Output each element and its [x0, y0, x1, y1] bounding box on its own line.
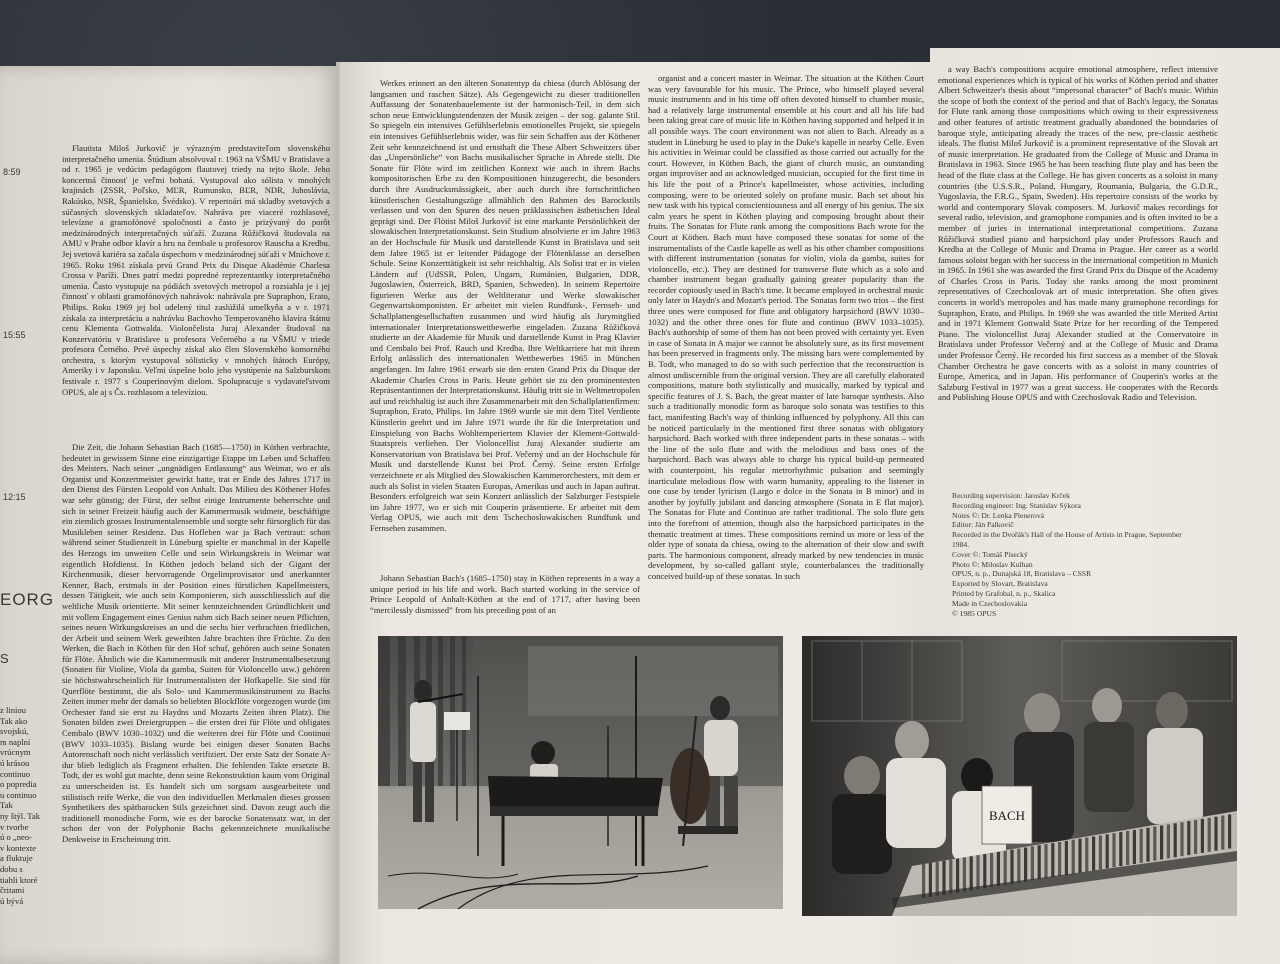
console-channel-strip [949, 860, 952, 894]
credit-line: OPUS, n. p., Dunajská 18, Bratislava – CSSR [952, 569, 1092, 579]
console-channel-strip [1221, 816, 1224, 850]
edge-word: ú bývá [0, 895, 24, 906]
german-text-left: Die Zeit, die Johann Sebastian Bach (1685—1750) in Köthen verbrachte, bedeutet in gewissem Sinne eine einzigartige Etappe im Leben und Schaffen des Meisters. Nach seiner „ungnädigen Entlassung“ aus Weimar, wo er als Organist und Konzertmeister gewirkt hatte, trat er Ende des Jahres 1717 in den Dienst des Fürsten Leopold von Anhalt. Das Milieu des Köthener Hofes war sehr günstig; der Fürst, der selbst einige Instrumente beherrschte und sich in seiner Freizeit häufig auch der Kammermusik widmete, beschäftigte ein ziemlich grosses Instrumentalensemble und sorgte sehr fürsorglich für das Musikleben seiner Residenz. Das Hofleben war ja Bach vertraut: schon während seiner Studienzeit in Lüneburg spielte er manchmal in der Kapelle des Herzogs im unweiten Celle und sein Wirkungskreis in Weimar war eigentlich Hofdienst. In Köthen jedoch beland sich der Gigant der Kirchenmusik, dieser hervorragende Orgelimprovisator und anerkannter Kenner, Bach, erstmals in der Position eines fürstlichen Kapellmeisters, dessen Tätigkeit, wie auch sein Komponieren, sich ausschliesslich auf die weltliche Musik orientierte. Mit seiner kennzeichnenden Gründlichkeit und mit vollem Engagement eines Genius nahm sich Bach seiner neuen Pflichten, seines neuen Wirkungskreises an und die sechs hier verbrachten friedlichen, der Arbeit und seinem Werk geweihten Jahre brachten ihre Früchte. Zu den Werken, die Bach in Köthen für den Hof schuf, gehören auch seine Sonaten für Flöte. Ähnlich wie die Kammermusik mit anderer Instrumentalbesetzung (Sonaten für Violine, Viola da gamba, Suiten für Violoncello usw.) gehören sie höchstwahrscheinlich für Instrumentalisten der Hofkapelle. Sie sind für Querflöte bestimmt, die als Solo- und Kammermusikinstrument zu Bachs Zeiten immer mehr der damals so beliebten Blockflöte vorgezogen wurde (im Orchester fand sie erst zu Haydns und Mozarts Zeiten ihren Platz). Die Sonaten bilden zwei Dreiergruppen – die ersten drei für Flöte und obligates Cembalo (BWV 1030–1032) und die weiteren drei für Flöte und Continuo (BWV 1033–1035). Bislang wurde bei einigen dieser Sonaten Bachs Autorenschaft noch nicht verlässlich verifiziert. Der erste Satz der Sonate A-dur blieb lediglich als Fragment erhalten. Die fehlenden Takte ersetzte B. Todt, der es wohl gut machte, denn seine Rekonstruktion kaum vom Original zu unterscheiden ist. Es handelt sich um sorgsam ausgearbeitete und stilistisch reife Werke, die von den individuellen Merkmalen dieses grossen Synthetikers des spätbarocken Stils gezeichnet sind. Davon zeugt auch die traditionell monodische Form, wie es der barocke Sonatensatz war, in der schon der von der Polyphonie Bachs gekennzeichnete musikalische Denkweise in Erscheinung tritt. [62, 442, 330, 844]
console-channel-strip [1208, 818, 1211, 852]
credit-line: Recording engineer: Ing. Stanislav Sýkora [952, 500, 1081, 510]
console-channel-strip [1106, 834, 1109, 868]
credit-line: Recording supervision: Jaroslav Krček [952, 491, 1070, 500]
console-channel-strip [1126, 831, 1129, 865]
time-2: 15:55 [3, 330, 26, 340]
side-fragment-1: EORG [0, 590, 55, 609]
console-channel-strip [1201, 819, 1204, 853]
console-channel-strip [990, 853, 993, 887]
console-channel-strip [1065, 841, 1068, 875]
credit-line: Editor: Ján Palkovič [952, 520, 1014, 530]
console-channel-strip [1228, 815, 1231, 849]
edge-word: ú krásou [0, 758, 30, 768]
edge-word: v kontexte [0, 842, 37, 853]
credit-line: Printed by Grafobal, n. p., Skalica [952, 588, 1056, 598]
recording-session-image [378, 636, 783, 909]
photo-control-room [802, 636, 1237, 916]
edge-word: o popredia [0, 779, 37, 790]
console-channel-strip [983, 854, 986, 888]
console-channel-strip [1031, 846, 1034, 880]
time-1: 8:59 [3, 167, 21, 177]
console-channel-strip [956, 859, 959, 893]
console-channel-strip [1119, 832, 1122, 866]
edge-word: ú o „neo- [0, 832, 32, 843]
edge-word: continuo [0, 768, 31, 779]
console-channel-strip [1112, 833, 1115, 867]
console-channel-strip [1010, 850, 1013, 884]
time-3: 12:15 [3, 492, 26, 502]
bach-sleeve-text: BACH [988, 808, 1026, 823]
console-channel-strip [922, 864, 925, 898]
edge-word: z liniou [0, 705, 27, 715]
credit-line: Recorded in the Dvořák's Hall of the House of Artists in Prague, September [952, 530, 1182, 540]
console-channel-strip [1038, 845, 1041, 879]
console-channel-strip [976, 855, 979, 889]
credit-line: 1984. [952, 539, 970, 549]
console-channel-strip [1174, 823, 1177, 857]
edge-word: Tak ako [0, 715, 28, 726]
credit-line: Made in Czechoslovakia [952, 598, 1028, 608]
console-channel-strip [1180, 822, 1183, 856]
edge-word: tiahli ktoré [0, 874, 38, 885]
console-channel-strip [963, 857, 966, 891]
slovak-text: Flautista Miloš Jurkovič je výrazným predstaviteľom slovenského interpretačného umenia. Štúdium absolvoval r. 1963 na VŠMU v Bratislave a od r. 1965 je vedúcim pedagógom flautovej triedy na tejto škole. Jeho koncertná činnosť je veľmi bohatá. Vystupoval ako sólista v mnohých krajinách (ZSSR, Poľsko, MĽR, Rumunsko, BĽR, NDR, Juhoslávia, Rakúsko, NSR, Španielsko, Švédsko). V repertoári má skladby svetových a súčasných slovenských skladateľov. Nahráva pre viaceré rozhlasové, televízne a gramofónové spoločnosti a často je prizývaný do porôt medzinárodných interpretačných súťaží. Zuzana Růžičková študovala na AMU v Prahe odbor klavír a hru na čembale u profesorov Rauscha a Kredbu. Jej svetová kariéra sa začala úspechom v medzinárodnej súťaži v Mníchove r. 1965. Roku 1961 získala prvú Grand Prix du Disque Akadémie Charlesa Crossa v Paríži. Dnes patrí medzi popredné reprezentantky interpretačného umenia. Často vystupuje na pódiách svetových metropol a rozsiahla je i jej činnosť v oblasti gramofónových nahrávok: nahrávala pre Supraphon, Erato, Philips. Roku 1969 jej bol udelený titul zaslúžilá umelkyňa a v r. 1971 získala za interpretáciu a nahrávku Bachovho Temperovaného klavíra štátnu cenu Klementa Gottwalda. Violončelista Juraj Alexander študoval na Konzervatóriu v Bratislave u profesora Večerného a na VŠMU v triede profesora Černého. Prvé úspechy získal ako člen Slovenského komorného orchestra, s ktorým vystupoval sólisticky v mnohých štátoch Európy, Ameriky i v Japonsku. Veľmi úspešne bolo jeho vystúpenie na Salzburskom festivale r. 1977 s Couperinovým dielom. Spolupracuje s vydavateľstvom OPUS, ale aj s Čs. rozhlasom a televíziou. [62, 143, 330, 397]
edge-word: Tak [0, 800, 13, 811]
credits [952, 491, 1182, 618]
console-channel-strip [1078, 839, 1081, 873]
console-channel-strip [1133, 830, 1136, 864]
console-channel-strip [970, 856, 973, 890]
edge-word: svojskú, [0, 726, 29, 737]
console-channel-strip [1044, 844, 1047, 878]
credit-line: Notes ©: Dr. Lenka Plenerová [952, 510, 1045, 520]
photo-recording-session [378, 636, 783, 909]
edge-word: dobu s [0, 864, 23, 874]
edge-word: a fluktuje [0, 853, 33, 864]
english-text-middle: organist and a concert master in Weimar. The situation at the Köthen Court was very favourable for his music. The Prince, who himself played several music instruments and in his time off often devoted himself to chamber music, had a relatively large instrumental ensemble at his court and all his life had been taking great care of music life in Köthen having supported and helped it in all possible ways. The court environment was not alien to Bach. Already as a student in Lüneburg he used to play in the Duke's kapelle in nearby Celle. Even his activities in Weimar could be classified as those carried out actually for the court. However, in Köthen Bach, the giant of church music, an outstanding organ improviser and an acknowledged musician, occupied for the first time in his life the post of a Prince's kapellmeister, whose activities, including composing, were to be oriented solely on profane music. Bach set about his new task with his typical conscientiousness and all energy of his genius. The six calm years he spent in Köthen playing and composing brought about their fruits. The Sonatas for Flute rank among the compositions Bach wrote for the Court at Köthen. Bach must have composed these sonatas for some of the instrumentalists of the Castle kapelle as well as his other chamber compositions with different instrumentation (sonatas for violin, viola da gamba, suites for violoncello, etc.). They are destined for transverse flute which as a solo and chamber instrument began gradually gaining greater popularity than the recorder copiously used in Bach's time. It became employed in orchestral music only later in Haydn's and Mozart's period. The Sonatas form two trios – the first three ones were composed for flute and obligatory harpsichord (BWV 1030–1032) and the other three ones for flute and continuo (BWV 1033–1035). Bach's authorship of some of them has not been proved with certainty yet. Even in case of Sonata in A major we cannot be absolutely sure, as its first movement has been preserved in fragments only. The missing bars were complemented by B. Todt, who managed to do so with such perfection that the reconstruction is almost undiscernible from the original version. They are all carefully elaborated compositions, mature both stylistically and musically, marked by typical and specific features of J. S. Bach, the great master of late baroque synthesis. Also such a traditionally monodic form as baroque solo sonata was testifies to this fact, manifesting Bach's way of thinking influenced by polyphony. All this can be noticed particularly in the mentioned first three sonatas with obligatory harpsichord. Bach worked with three independent parts in these sonatas – with the line of the solo flute and with the melodious and bass ones of the harpsichord. Bach was always able to charge his typical build-up permeated with counterpoint, his regular metrorhythmic pulsation and seemingly inarticulate melodious flow with warm humanity, appealing to the listener in one case by tender lyricism (Largo e dolce in the Sonata in B minor) and in another by joyfully jubilant and dancing atmosphere (Sonata in E flat major). The Sonatas for Flute and Continuo are rather traditional. The solo flute gets into the forefront of attention, though also the harpsichord participates in the thematic treatment at times. These compositions remind us more or less of the older type of sonata da chiesa, owing to the alternation of their slow and swift parts. The harmonious component, already marked by new tendencies in music development, by so-called gallant style, counterbalances the traditionally conceived build-up of these sonatas. In such [648, 73, 924, 581]
console-channel-strip [1085, 838, 1088, 872]
console-channel-strip [1160, 826, 1163, 860]
edge-word: m naplní [0, 736, 31, 747]
edge-word: u continuo [0, 789, 37, 800]
english-text-intro: Johann Sebastian Bach's (1685–1750) stay in Köthen represents in a way a unique period in his life and work. Bach started working in the service of Prince Leopold of Anhalt-Köthen at the end of 1717, after having been “mercilessly dismissed” from his preceding post of an [370, 573, 640, 615]
credit-line: © 1985 OPUS [952, 608, 997, 618]
credit-line: Photo ©: Miloslav Kulhan [952, 559, 1033, 569]
console-channel-strip [1017, 849, 1020, 883]
console-channel-strip [942, 861, 945, 895]
console-channel-strip [997, 852, 1000, 886]
console-channel-strip [1051, 843, 1054, 877]
german-text-middle: Werkes erinnert an den älteren Sonatentyp da chiesa (durch Ablösung der langsamen und raschen Sätze). Als Gegengewicht zu dieser traditionellen Auffassung der Sonatenbauelemente ist der harmonisch-Teil, in dem sich schon neue Entwicklungstendenzen der Musik zeigen – der sog. galante Stil. So spiegeln ein intensives Gefühlserlebnis emotionelles Projekt, sie spiegeln ein intensives Gefühlserlebnis wider, was für sein Schaffen aus der Köthener Zeit sehr kennzeichnend ist und ernsthaft die These Albert Schweitzers über das „Unpersönliche“ von Bachs musikalischer Sprache in Abrede stellt. Die Sonate für Flöte wird im zeitlichen Kontext wie auch in ihrem Bachs kompositorischen Erbe zu den Kompositionen hinzugerecht, die besonders durch ihre Ausdrucksmässigkeit, aber auch durch ihre fortschrittlichen künstlerischen Gestaltungszüge allmählich den Rahmen des Barockstils verlassen und von den Spuren des neuen präklassischen ästhetischen Ideal geprägt sind. Der Flötist Miloš Jurkovič ist eine markante Persönlichkeit der slowakischen Interpretationskunst. Sein Studium absolvierte er im Jahre 1963 an der Hochschule für Musik und darstellende Kunst in Bratislava und seit dem Jahre 1965 ist er leitender Pädagoge der Flötenklasse an derselben Schule. Seine Konzerttätigkeit ist sehr reichhaltig. Als Solist trat er in vielen Ländern auf (UdSSR, Polen, Ungarn, Rumänien, Bulgarien, DDR, Jugoslawien, Österreich, BRD, Spanien, Schweden). In seinem Repertoire figurieren Werke aus der Weltliteratur und Werke slowakischer Gegenwartskomponisten. Er arbeitet mit vielen Rundfunk-, Fernseh- und Schallplattengesellschaften zusammen und wird häufig als Jurymitglied internationaler Interpretationswettbewerbe eingeladen. Zuzana Růžičková studierte an der Akademie für Musik und darstellende Kunst in Prag Klavier und Cembalo bei Prof. Rauch und Kredba. Ihre Weltkarriere hat mit ihrem Erfolg anlässlich des internationalen Wettbewerbes 1965 in München angefangen. Im Jahre 1961 erwarb sie den ersten Grand Prix du Disque der Akademie Charles Cross in Paris. Heute gehört sie zu den prominentesten Repräsentantinnen der Interpretationskunst. Häufig tritt sie in Weltmetropolen auf und reichhaltig ist auch ihre Zusammenarbeit mit den Schallplattenfirmen: Supraphon, Erato, Philips. Im Jahre 1969 wurde sie mit dem Titel Verdiente Künstlerin geehrt und im Jahre 1971 wurde ihr für die Interpretation und Einspielung von Bachs Wohltemperiertem Klavier der Klement-Gottwald-Staatspreis verliehen. Der Violoncellist Juraj Alexander studierte am Konservatorium von Bratislava bei Prof. Večerný und an der Hochschule für Musik und darstellende Kunst bei Prof. Černý. Seine ersten Erfolge verzeichnete er als Mitglied des Slowakischen Kammerorchesters, mit dem er auch als Solist in vielen Staaten Europas, Amerikas und auch in Japan auftrat. Besonders erfolgreich war sein Konzert anlässlich der Salzburger Festspiele im Jahre 1977, wo er sich mit Couperin präsentierte. Er arbeitet mit dem Verlag OPUS, wie auch mit dem Tschechoslowakischen Rundfunk und Fernsehen zusammen. [370, 78, 640, 533]
english-text-right: a way Bach's compositions acquire emotional atmosphere, reflect intensive emotional experiences which is typical of his works of Köthen period and shatter Albert Schweitzer's thesis about “impersonal character” of Bach's music. Within the scope of both the context of the period and that of Bach's legacy, the Sonatas for Flute rank among those compositions which owing to their expressiveness and other features of artistic treatment gradually abandoned the boundaries of baroque style, anticipating already the traces of the new, pre-classic aesthetic ideals. The flutist Miloš Jurkovič is a prominent representative of the Slovak art of music interpretation. He graduated from the College of Music and Drama in Bratislava in 1963. Since 1965 he has been teaching flute play and has been the head of the flute class at the College. He has given concerts as a soloist in many countries (the U.S.S.R., Poland, Hungary, Roumania, Bulgaria, the G.D.R., Yugoslavia, the F.R.G., Spain, Sweden). His repertoire consists of the works by world and contemporary Slovak composers. M. Jurkovič makes recordings for several radio, television, and gramophone companies and is often invited to be a member of juries in international interpretational competitions. Zuzana Růžičková studied piano and harpsichord play under Professors Rauch and Kredba at the College of Music and Drama in Prague. Her career as a world famous soloist began with her success in the international competition in Munich in 1965. In 1961 she was awarded the first Grand Prix du Disque of the Academy of Charles Cross in Paris. Today she ranks among the most prominent representatives of Czechoslovak art of music interpretation. She often gives concerts in world's metropoles and has made many gramophone recordings for Supraphon, Erato, and Philips. In 1969 she was awarded the title Merited Artist and in 1971 Klement Gottwald State Prize for her recording of the Tempered Piano. The violoncellist Juraj Alexander studied at the Conservatoire in Bratislava under Professor Večerný and at the College of Music and Drama under Professor Černý. He recorded his first success as a member of the Slovak Chamber Orchestra he gave concerts with as a soloist in many countries of Europe, America, and in Japan. His performance of Couperin's works at the Salzburg Festival in 1977 was a great success. He cooperates with the Records and Publishing House OPUS and with Czechoslovak Radio and Television. [938, 64, 1218, 403]
edge-word: v tvorbe [0, 821, 29, 832]
console-channel-strip [1024, 848, 1027, 882]
console-channel-strip [936, 862, 939, 896]
console-channel-strip [1153, 827, 1156, 861]
edge-word: vrúcnym [0, 747, 31, 758]
console-channel-strip [929, 863, 932, 897]
console-channel-strip [1187, 821, 1190, 855]
console-channel-strip [1092, 837, 1095, 871]
console-channel-strip [1214, 817, 1217, 851]
edge-word: ny štýl. Tak [0, 811, 41, 821]
console-channel-strip [1072, 840, 1075, 874]
side-fragment-2: S [0, 651, 10, 666]
credit-line: Cover ©: Tomáš Písecký [952, 549, 1028, 559]
console-channel-strip [1194, 820, 1197, 854]
console-channel-strip [1140, 829, 1143, 863]
edge-word: čritami [0, 885, 25, 896]
control-room-image [802, 636, 1237, 916]
credit-line: Exported by Slovart, Bratislava [952, 579, 1048, 589]
console-channel-strip [1167, 824, 1170, 858]
console-channel-strip [1058, 842, 1061, 876]
console-channel-strip [1146, 828, 1149, 862]
console-channel-strip [1099, 835, 1102, 869]
console-channel-strip [1004, 851, 1007, 885]
